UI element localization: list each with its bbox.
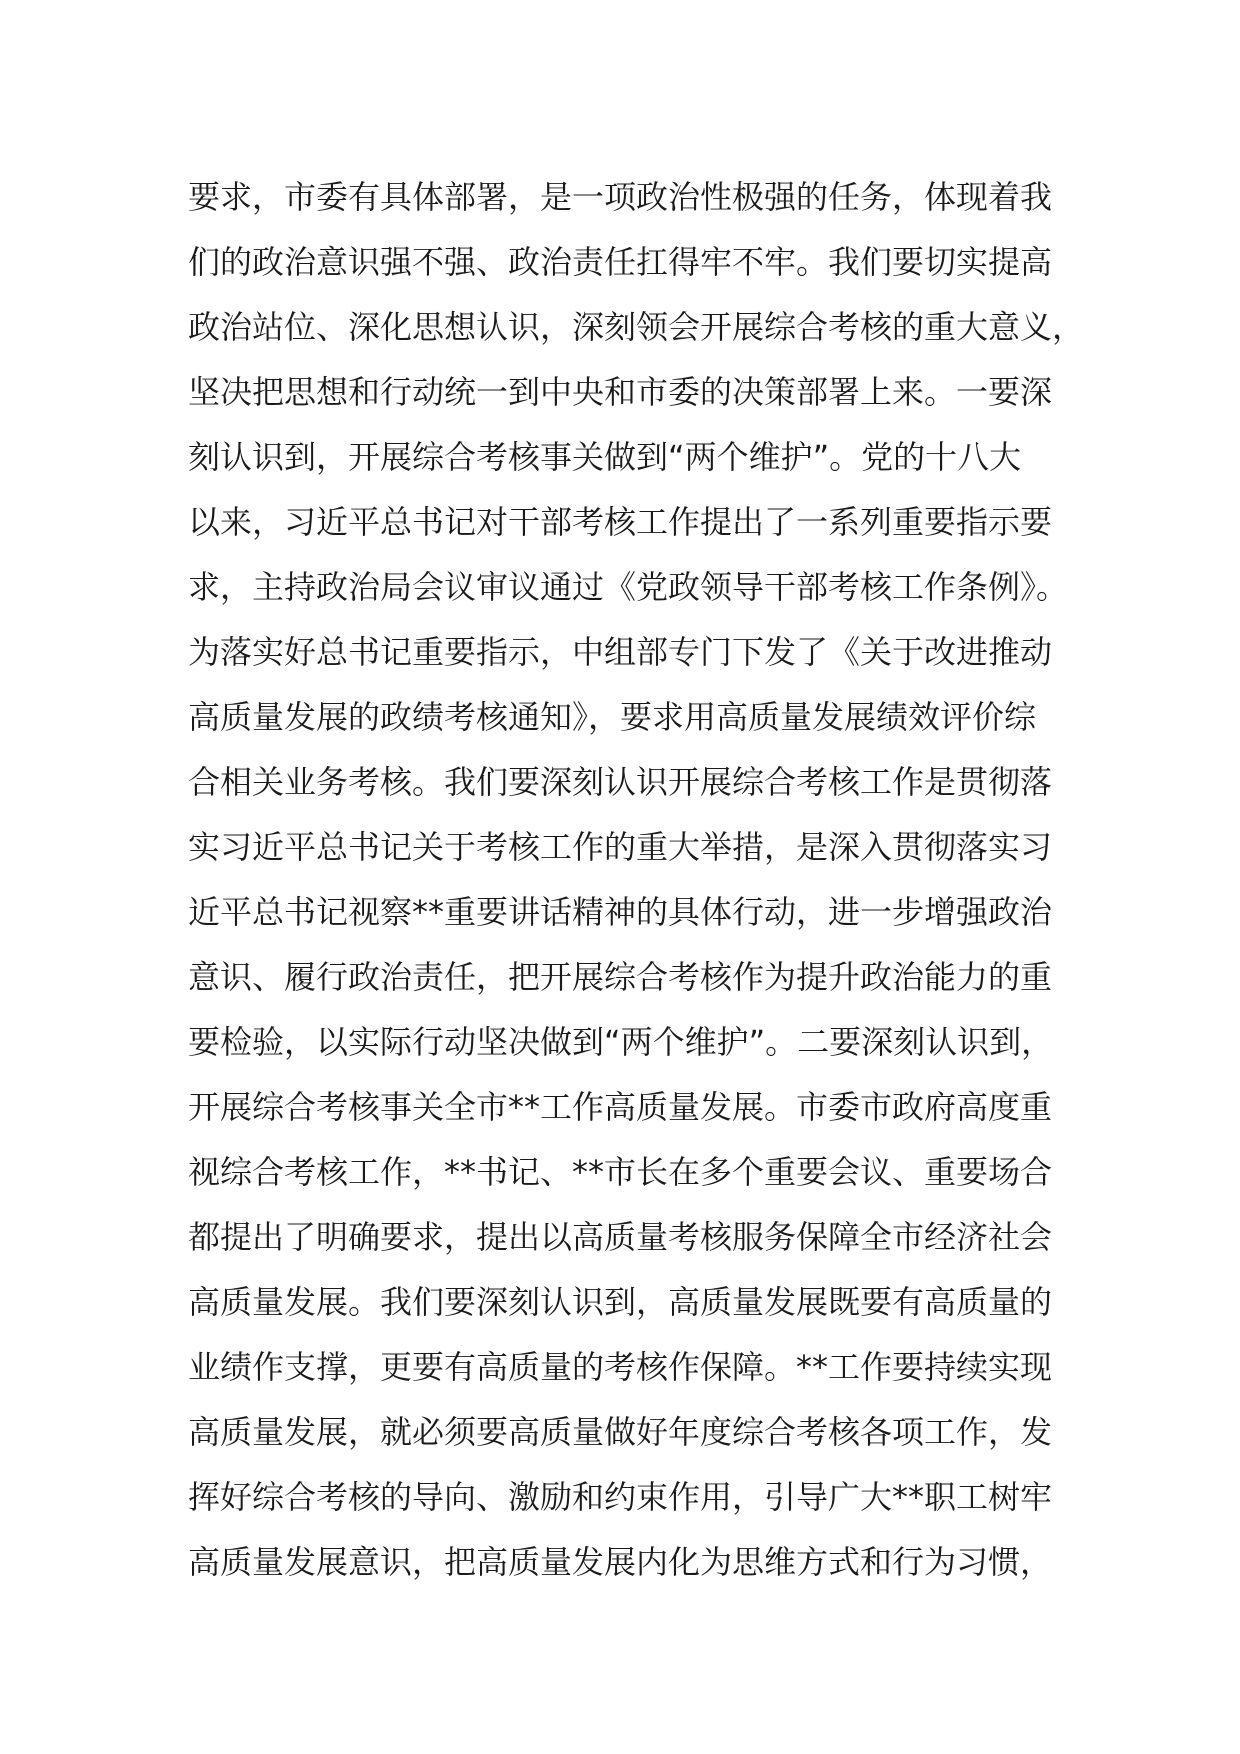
text-line: 都提出了明确要求，提出以高质量考核服务保障全市经济社会 [188, 1218, 1053, 1256]
body-paragraph [188, 165, 1088, 1595]
text-line: 业绩作支撑，更要有高质量的考核作保障。**工作要持续实现 [188, 1348, 1053, 1386]
text-line: 高质量发展。我们要深刻认识到，高质量发展既要有高质量的 [188, 1283, 1053, 1321]
text-line: 合相关业务考核。我们要深刻认识开展综合考核工作是贯彻落 [188, 763, 1053, 801]
text-line: 刻认识到，开展综合考核事关做到“两个维护”。党的十八大 [188, 438, 1022, 476]
text-line: 开展综合考核事关全市**工作高质量发展。市委市政府高度重 [188, 1088, 1053, 1126]
text-line: 为落实好总书记重要指示，中组部专门下发了《关于改进推动 [188, 633, 1053, 671]
text-line: 视综合考核工作，**书记、**市长在多个重要会议、重要场合 [188, 1153, 1053, 1191]
text-line: 求，主持政治局会议审议通过《党政领导干部考核工作条例》。 [188, 568, 1069, 606]
text-line: 挥好综合考核的导向、激励和约束作用，引导广大**职工树牢 [188, 1478, 1053, 1516]
text-line: 意识、履行政治责任，把开展综合考核作为提升政治能力的重 [188, 958, 1053, 996]
text-line: 政治站位、深化思想认识，深刻领会开展综合考核的重大意义， [188, 308, 1085, 346]
text-line: 近平总书记视察**重要讲话精神的具体行动，进一步增强政治 [188, 893, 1053, 931]
text-line: 高质量发展，就必须要高质量做好年度综合考核各项工作，发 [188, 1413, 1053, 1451]
text-line: 们的政治意识强不强、政治责任扛得牢不牢。我们要切实提高 [188, 243, 1053, 281]
text-line: 实习近平总书记关于考核工作的重大举措，是深入贯彻落实习 [188, 828, 1053, 866]
text-line: 要求，市委有具体部署，是一项政治性极强的任务，体现着我 [188, 178, 1053, 216]
text-line: 高质量发展意识，把高质量发展内化为思维方式和行为习惯， [188, 1543, 1053, 1581]
text-line: 坚决把思想和行动统一到中央和市委的决策部署上来。一要深 [188, 373, 1053, 411]
text-line: 要检验，以实际行动坚决做到“两个维护”。二要深刻认识到， [188, 1023, 1054, 1061]
text-line: 高质量发展的政绩考核通知》，要求用高质量发展绩效评价综 [188, 698, 1037, 736]
text-line: 以来，习近平总书记对干部考核工作提出了一系列重要指示要 [188, 503, 1053, 541]
